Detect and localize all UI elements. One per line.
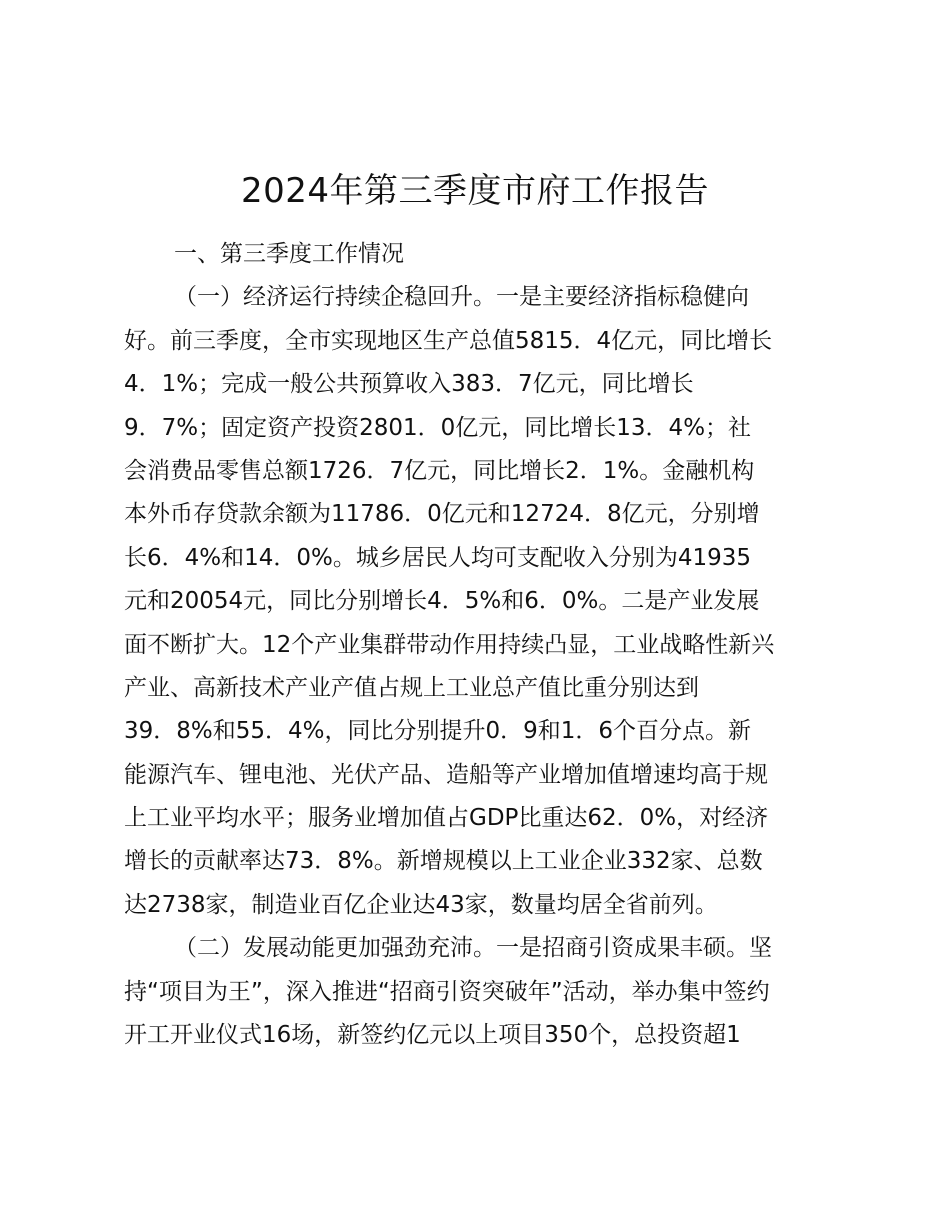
paragraph-line: 面不断扩大。12个产业集群带动作用持续凸显，工业战略性新兴 xyxy=(124,631,775,658)
document-body xyxy=(124,233,844,1057)
paragraph-line: 9．7%；固定资产投资2801．0亿元，同比增长13．4%；社 xyxy=(124,414,752,441)
paragraph-line: 会消费品零售总额1726．7亿元，同比增长2．1%。金融机构 xyxy=(124,457,755,484)
paragraph-line: 能源汽车、锂电池、光伏产品、造船等产业增加值增速均高于规 xyxy=(124,761,768,788)
paragraph-line: 4．1%；完成一般公共预算收入383．7亿元，同比增长 xyxy=(124,371,694,398)
paragraph-line: 持“项目为王”，深入推进“招商引资突破年”活动，举办集中签约 xyxy=(124,978,770,1005)
paragraph-line: 达2738家，制造业百亿企业达43家，数量均居全省前列。 xyxy=(124,891,718,918)
paragraph-line: 增长的贡献率达73．8%。新增规模以上工业企业332家、总数 xyxy=(124,848,763,875)
paragraph-line: 本外币存贷款余额为11786．0亿元和12724．8亿元，分别增 xyxy=(124,501,760,528)
paragraph-line: （二）发展动能更加强劲充沛。一是招商引资成果丰硕。坚 xyxy=(174,935,772,962)
paragraph-line: 上工业平均水平；服务业增加值占GDP比重达62．0%，对经济 xyxy=(124,805,769,832)
paragraph-line: （一）经济运行持续企稳回升。一是主要经济指标稳健向 xyxy=(174,284,749,311)
paragraph-line: 元和20054元，同比分别增长4．5%和6．0%。二是产业发展 xyxy=(124,588,760,615)
paragraph-line: 长6．4%和14．0%。城乡居民人均可支配收入分别为41935 xyxy=(124,544,752,571)
paragraph-line: 产业、高新技术产业产值占规上工业总产值比重分别达到 xyxy=(124,674,699,701)
paragraph-line: 好。前三季度，全市实现地区生产总值5815．4亿元，同比增长 xyxy=(124,327,773,354)
paragraph-line: 39．8%和55．4%，同比分别提升0．9和1．6个百分点。新 xyxy=(124,718,752,745)
section-heading: 一、第三季度工作情况 xyxy=(174,241,404,267)
paragraph-line: 开工开业仪式16场，新签约亿元以上项目350个，总投资超1 xyxy=(124,1022,741,1049)
document-title: 2024年第三季度市府工作报告 xyxy=(240,171,710,211)
